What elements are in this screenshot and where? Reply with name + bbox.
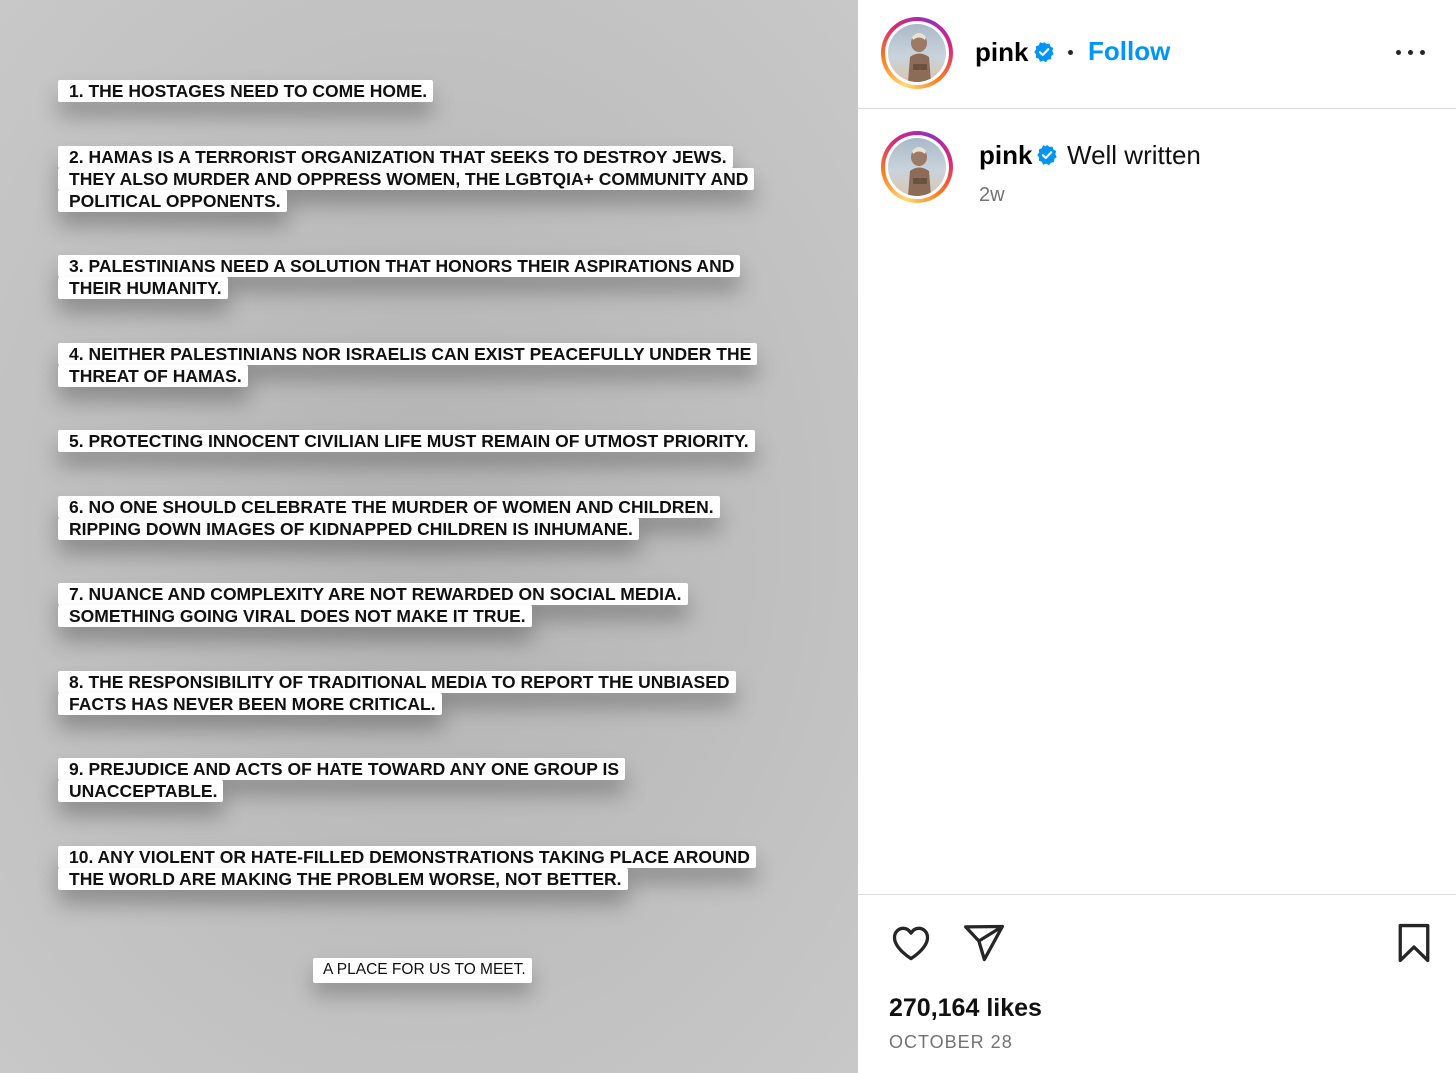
post-details-panel — [858, 0, 1456, 1073]
list-item-line: 1. THE HOSTAGES NEED TO COME HOME. — [58, 80, 433, 102]
list-item-line: 3. PALESTINIANS NEED A SOLUTION THAT HONORS THEIR ASPIRATIONS AND — [58, 255, 740, 277]
list-item-7 — [58, 583, 688, 627]
list-item-line: RIPPING DOWN IMAGES OF KIDNAPPED CHILDREN IS INHUMANE. — [58, 518, 639, 540]
heart-icon[interactable] — [889, 921, 933, 965]
list-item-line: THE WORLD ARE MAKING THE PROBLEM WORSE, NOT BETTER. — [58, 868, 628, 890]
list-item-8 — [58, 671, 736, 715]
list-item-9 — [58, 758, 625, 802]
follow-button[interactable]: Follow — [1088, 36, 1171, 66]
list-item-line: 2. HAMAS IS A TERRORIST ORGANIZATION THAT SEEKS TO DESTROY JEWS. — [58, 146, 733, 168]
list-item-line: 10. ANY VIOLENT OR HATE-FILLED DEMONSTRATIONS TAKING PLACE AROUND — [58, 846, 756, 868]
caption-text: Well written — [1067, 140, 1201, 170]
avatar[interactable] — [881, 17, 953, 89]
post-footer-text: A PLACE FOR US TO MEET. — [313, 958, 532, 983]
list-item-line: THREAT OF HAMAS. — [58, 365, 248, 387]
list-item-line: 6. NO ONE SHOULD CELEBRATE THE MURDER OF WOMEN AND CHILDREN. — [58, 496, 720, 518]
list-item-2 — [58, 146, 754, 212]
list-item-line: SOMETHING GOING VIRAL DOES NOT MAKE IT TRUE. — [58, 605, 532, 627]
header-username[interactable]: pink — [975, 37, 1029, 67]
actions-divider — [858, 894, 1456, 895]
list-item-line: POLITICAL OPPONENTS. — [58, 190, 287, 212]
caption-time-ago[interactable]: 2w — [979, 184, 1005, 206]
list-item-5 — [58, 430, 755, 452]
list-item-1 — [58, 80, 433, 102]
post-date[interactable]: OCTOBER 28 — [889, 1032, 1013, 1052]
list-item-line: 4. NEITHER PALESTINIANS NOR ISRAELIS CAN EXIST PEACEFULLY UNDER THE — [58, 343, 757, 365]
bookmark-icon[interactable] — [1392, 921, 1436, 965]
list-item-line: THEY ALSO MURDER AND OPPRESS WOMEN, THE LGBTQIA+ COMMUNITY AND — [58, 168, 754, 190]
post-header — [858, 0, 1456, 109]
caption-avatar[interactable] — [881, 131, 953, 203]
list-item-6 — [58, 496, 720, 540]
caption-username[interactable]: pink — [979, 140, 1033, 170]
verified-badge-icon — [1033, 41, 1055, 63]
list-item-4 — [58, 343, 757, 387]
list-item-line: 8. THE RESPONSIBILITY OF TRADITIONAL MEDIA TO REPORT THE UNBIASED — [58, 671, 736, 693]
list-item-10 — [58, 846, 756, 890]
avatar-photo-icon — [888, 138, 946, 196]
list-item-line: 7. NUANCE AND COMPLEXITY ARE NOT REWARDED ON SOCIAL MEDIA. — [58, 583, 688, 605]
send-icon[interactable] — [962, 921, 1006, 965]
more-options-button[interactable] — [1396, 44, 1426, 62]
list-item-line: 5. PROTECTING INNOCENT CIVILIAN LIFE MUST REMAIN OF UTMOST PRIORITY. — [58, 430, 755, 452]
list-item-line: THEIR HUMANITY. — [58, 277, 228, 299]
list-item-line: UNACCEPTABLE. — [58, 780, 223, 802]
avatar-photo-icon — [888, 24, 946, 82]
list-item-line: 9. PREJUDICE AND ACTS OF HATE TOWARD ANY ONE GROUP IS — [58, 758, 625, 780]
separator-dot — [1068, 50, 1073, 55]
list-item-3 — [58, 255, 740, 299]
list-item-line: FACTS HAS NEVER BEEN MORE CRITICAL. — [58, 693, 442, 715]
verified-badge-icon — [1036, 144, 1058, 166]
likes-count[interactable]: 270,164 likes — [889, 994, 1042, 1022]
